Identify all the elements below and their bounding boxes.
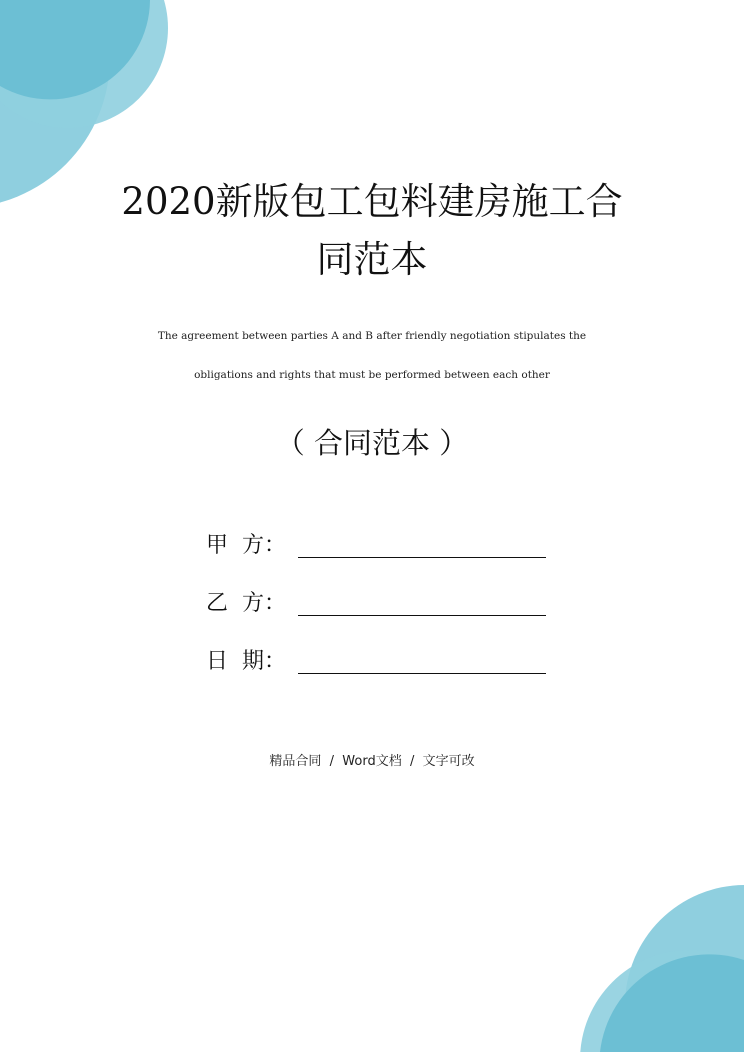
english-description-line-2: obligations and rights that must be performed between each other: [194, 369, 550, 381]
party-a-blank-line[interactable]: [298, 557, 546, 558]
bottom-right-decoration: [580, 885, 744, 1052]
document-footer: 精品合同 / Word文档 / 文字可改: [269, 754, 475, 769]
party-b-label: 乙 方：: [206, 591, 286, 616]
date-label: 日 期：: [206, 649, 286, 674]
document-subtitle: （ 合同范本 ）: [275, 426, 469, 460]
document-title-line-2: 同范本: [316, 238, 428, 281]
party-b-blank-line[interactable]: [298, 615, 546, 616]
english-description-line-1: The agreement between parties A and B after friendly negotiation stipulates the: [157, 330, 587, 342]
party-a-label: 甲 方：: [206, 533, 286, 558]
date-blank-line[interactable]: [298, 673, 546, 674]
bottom-right-overlap: [600, 954, 744, 1052]
document-title-line-1: 2020新版包工包料建房施工合: [121, 180, 623, 223]
